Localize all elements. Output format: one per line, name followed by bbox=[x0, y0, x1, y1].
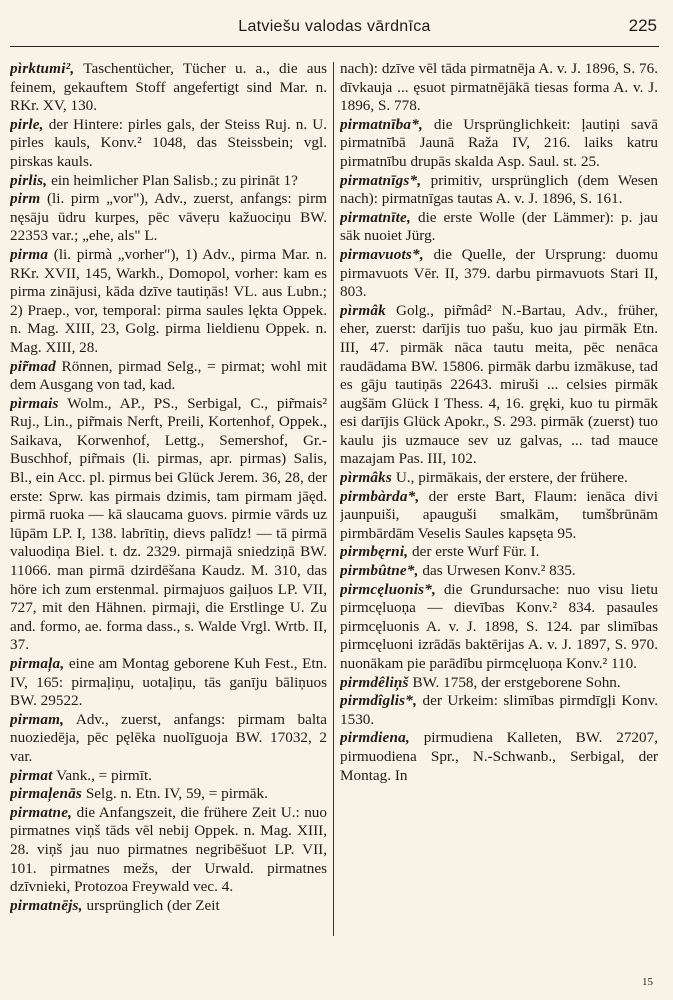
page-number: 225 bbox=[628, 16, 657, 35]
entry-definition: eine am Montag geborene Kuh Fest., Etn. IV, 165: pirmaļiņu, uotaļiņu, tās ganīju bāliņuos BW. 29522. bbox=[10, 655, 327, 710]
entry-headword: pirmat bbox=[10, 766, 53, 784]
entry-definition: Selg. n. Etn. IV, 59, = pirmāk. bbox=[82, 785, 268, 803]
entry-definition: der Urkeim: slimības pirmdīgļi Konv. 1530. bbox=[340, 692, 658, 728]
dictionary-entry bbox=[340, 562, 658, 581]
entry-definition: Taschentücher, Tücher u. a., die aus feinem, gekauftem Stoff angefertigt sind Mar. n. RKr. XV, 130. bbox=[10, 60, 327, 115]
running-title: Latviešu valodas vārdnīca bbox=[238, 18, 431, 35]
dictionary-entry bbox=[340, 581, 658, 674]
dictionary-entry bbox=[10, 395, 327, 655]
dictionary-entry bbox=[340, 488, 658, 544]
entry-definition: U., pirmākais, der erstere, der frühere. bbox=[392, 469, 628, 487]
dictionary-entry bbox=[10, 246, 327, 358]
left-column bbox=[10, 60, 327, 934]
entry-definition: das Urwesen Konv.² 835. bbox=[418, 562, 576, 580]
entry-headword: pirmbęrni, bbox=[340, 543, 409, 561]
entry-definition: ursprünglich (der Zeit bbox=[82, 896, 220, 914]
entry-headword: pirmatnīte, bbox=[340, 208, 411, 226]
dictionary-entry bbox=[340, 729, 658, 785]
dictionary-entry bbox=[340, 469, 658, 488]
dictionary-entry bbox=[10, 655, 327, 711]
entry-definition: die Quelle, der Ursprung: duomu pirmavuots Vēr. II, 379. darbu pirmavuots Stari II, 803. bbox=[340, 245, 658, 301]
dictionary-entry bbox=[340, 116, 658, 172]
entry-definition: primitiv, ursprünglich (dem Wesen nach): pirmatnīgas tautas A. v. J. 1896, S. 161. bbox=[340, 171, 658, 208]
entry-definition: die Anfangszeit, die frühere Zeit U.: nuo pirmatnes viņš tāds vēl nebij Oppek. n. Mag. XIII, 28. viņš jau nuo pirmatnes negribēšuot LP. VII, 101. pirmatnes mežs, der Urwald. pirmatnes dzīvnieki, Protozoa Freywald vec. 4. bbox=[10, 803, 327, 896]
entry-headword: pirmaļenās bbox=[10, 785, 83, 803]
entry-headword: pirmbàrda*, bbox=[340, 487, 420, 505]
entry-definition: die Grundursache: nuo visu lietu pirmcęluoņa — dievības Konv.² 834. pasaules pirmcęluonis A. v. J. 1898, S. 124. par slimības pirmcęluoni izrādās baktērijas A. v. J. 1897, S. 970. nuonākam pie parādību pirmcęluoņa Konv.² 110. bbox=[340, 580, 658, 672]
entry-headword: pirmavuots*, bbox=[340, 245, 424, 263]
entry-definition: Vank., = pirmīt. bbox=[52, 766, 152, 784]
entry-definition: Adv., zuerst, anfangs: pirmam balta nuoziedēja, pēc pęlēka nuolīguoja BW. 17032, 2 var. bbox=[10, 710, 327, 765]
entry-headword: pirmdêliņš bbox=[340, 673, 409, 691]
dictionary-entry bbox=[340, 60, 658, 116]
entry-headword: pirmatnība*, bbox=[340, 115, 423, 133]
dictionary-entry bbox=[340, 172, 658, 209]
entry-definition: der erste Bart, Flaum: ienāca divi jaunpuiši, apauguši smalkām, tumšbrūnām pirmbārdām Veselis Saules kapsęta 95. bbox=[340, 487, 658, 542]
dictionary-entry bbox=[10, 767, 327, 786]
column-divider bbox=[333, 62, 334, 936]
entry-definition: Wolm., AP., PS., Serbigal, C., pir̃mais² Ruj., Lin., pir̃mais Nerft, Preili, Kortenhof, Oppek., Saikava, Korwenhof, Lettg., Semershof, Gr.-Buschhof, pir̃mais (li. pirmas, apr. pirmas) Salis, Bl., ein Acc. pl. pirmus bei Glück Jerem. 36, 28, der erste: Sprw. kas pirmais dzimis, tam pirmam jāęd. pirmā ruoka — kā slaucama guovs. pirmie vārds uz lūpām LP. I, 138. labrītiņ, dievs palīdz! — tā pirmā valuodiņa Biel. t. dz. 2329. pirmajā sniedziņā BW. 11066. man pirmā dzirdēšana Kaudz. M. 310, das höre ich zum erstenmal. pirmajuos gaiļuos LP. VII, 727, mit den Hähnen. pirmaji, die Erstlinge U. Zu and. formo, ae. forma dass., s. Walde Vrgl. Wrtb. II, 37. bbox=[10, 394, 327, 654]
entry-headword: pìrmâks bbox=[340, 469, 393, 487]
dictionary-entry bbox=[340, 302, 658, 469]
entry-headword: pirmaļa, bbox=[10, 655, 65, 672]
entry-definition: (li. pirm „vor"), Adv., zuerst, anfangs: pirm nęsāju ūdru kurpes, pēc vāveŗu kažuociņu BW. 22353 var.; „ehe, als" L. bbox=[10, 190, 327, 245]
dictionary-entry bbox=[10, 358, 327, 395]
entry-headword: pìrktumi², bbox=[10, 60, 75, 77]
entry-definition: der erste Wurf Für. I. bbox=[408, 543, 540, 561]
entry-headword: pirm bbox=[10, 190, 41, 208]
entry-headword: pirmcęluonis*, bbox=[340, 580, 437, 598]
entry-headword: pirmatnējs, bbox=[10, 896, 83, 914]
entry-headword: pirmam, bbox=[10, 710, 65, 728]
entry-definition: pirmudiena Kalleten, BW. 27207, pirmuodiena Spr., N.-Schwanb., Serbigal, der Montag. In bbox=[340, 729, 658, 784]
entry-headword: pirma bbox=[10, 245, 49, 263]
dictionary-entry bbox=[10, 897, 327, 916]
entry-definition: ein heimlicher Plan Salisb.; zu pirināt 1? bbox=[47, 171, 298, 189]
entry-definition: Golg., pir̃mâd² N.-Bartau, Adv., früher, eher, zuerst: darījis tuo pašu, kuo jau pirmāk Etn. III, 47. pirmāk nāca tautu meita, pēc nenāca raudādama BW. 15806. pirmāk darbu izmākuse, tad es gāju tautiņās 22643. miruši ... celsies pirmāk augšām Glück I Thess. 4, 16. gręki, kuo tu pirmāk esi darījis Glück Apokr., S. 293. pirmāk (zuerst) tuo kaulu jis uzmauce sev uz galvas, ... tad mauce mazajam Pas. III, 102. bbox=[340, 301, 658, 468]
right-column bbox=[340, 60, 658, 934]
entry-headword: pirmdiena, bbox=[340, 729, 410, 747]
printer-signature: 15 bbox=[642, 976, 653, 988]
entry-headword: pirmdîglis*, bbox=[340, 692, 418, 710]
entry-headword: pìrmais bbox=[10, 394, 59, 412]
entry-definition: Rönnen, pirmad Selg., = pirmat; wohl mit dem Ausgang von tad, kad. bbox=[10, 357, 327, 394]
dictionary-entry bbox=[10, 804, 327, 897]
page-header bbox=[10, 12, 659, 47]
dictionary-entry bbox=[10, 172, 327, 191]
entry-definition: die Ursprünglichkeit: ļautiņi savā pirmatnībā Jaunā Raža IV, 216. laiks katru pirmatnību drupās skalda Asp. Saul. st. 25. bbox=[340, 115, 658, 170]
dictionary-entry bbox=[340, 209, 658, 246]
entry-definition: die erste Wolle (der Lämmer): p. jau sāk nuoiet Jürg. bbox=[340, 208, 658, 245]
entry-headword: pirmatne, bbox=[10, 803, 73, 821]
dictionary-entry bbox=[10, 116, 327, 172]
entry-headword: pìrmâk bbox=[340, 301, 386, 319]
dictionary-entry bbox=[10, 60, 327, 116]
entry-definition: der Hintere: pirles gals, der Steiss Ruj. n. U. pirles kauls, Konv.² 1048, das Steissbein; vgl. pirskas kauls. bbox=[10, 115, 327, 170]
entry-headword: pirmatnīgs*, bbox=[340, 171, 422, 189]
entry-headword: pirmbûtne*, bbox=[340, 562, 419, 580]
dictionary-entry bbox=[340, 692, 658, 729]
dictionary-entry bbox=[340, 543, 658, 562]
dictionary-entry bbox=[10, 785, 327, 804]
entry-headword: pirlis, bbox=[10, 171, 48, 189]
entry-headword: pirle, bbox=[10, 115, 44, 133]
entry-headword: pir̃mad bbox=[10, 357, 56, 375]
dictionary-entry bbox=[340, 246, 658, 302]
entry-definition: BW. 1758, der erstgeborene Sohn. bbox=[408, 673, 621, 691]
dictionary-entry bbox=[340, 674, 658, 693]
entry-definition: (li. pirmà „vorher"), 1) Adv., pirma Mar. n. RKr. XVII, 145, Warkh., Domopol, vorher: kam es pirma zinājusi, kāda dzīve tautiņās! VL. aus Lubn.; 2) Praep., vor, temporal: pirma saules lękta Oppek. n. Mag. XIII, 23, Golg. pirma lieldienu Oppek. n. Mag. XIII, 28. bbox=[10, 245, 327, 356]
dictionary-entry bbox=[10, 190, 327, 246]
entry-definition: nach): dzīve vēl tāda pirmatnēja A. v. J. 1896, S. 76. dīvkauja ... ęsuot pirmatnējākā tiesas forma A. v. J. 1896, S. 778. bbox=[340, 60, 658, 115]
dictionary-entry bbox=[10, 711, 327, 767]
